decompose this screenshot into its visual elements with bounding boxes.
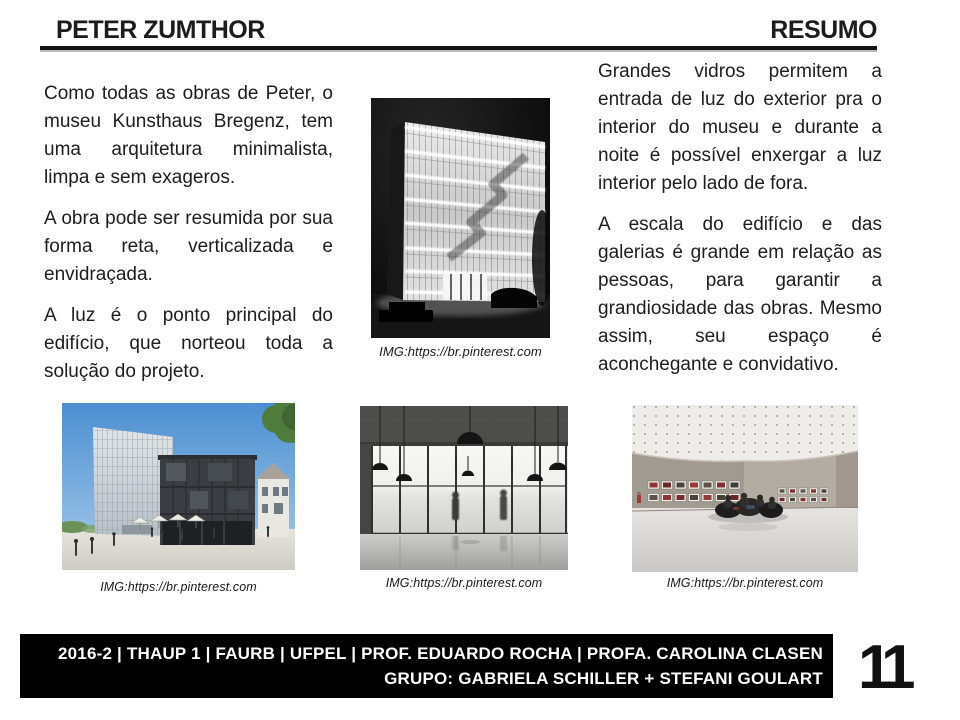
body-paragraph: Grandes vidros permitem a entrada de luz do exterior pra o interior do museu e durante a noite é possível enxergar a luz interior pelo lado de fora. bbox=[598, 61, 882, 194]
body-paragraph: Como todas as obras de Peter, o museu Kunsthaus Bregenz, tem uma arquitetura minimalista, limpa e sem exageros. bbox=[44, 83, 333, 188]
image-caption: IMG:https://br.pinterest.com bbox=[100, 580, 257, 594]
header-rule bbox=[40, 46, 877, 50]
image-caption: IMG:https://br.pinterest.com bbox=[379, 344, 542, 359]
interior-lamps-image bbox=[360, 406, 568, 570]
body-paragraph: A luz é o ponto principal do edifício, que norteou toda a solução do projeto. bbox=[44, 305, 333, 382]
page-title: PETER ZUMTHOR bbox=[56, 16, 265, 44]
right-text-column bbox=[598, 58, 882, 392]
section-title: RESUMO bbox=[770, 16, 877, 44]
night-facade-image bbox=[371, 98, 550, 338]
exterior-day-image bbox=[62, 403, 295, 570]
left-text-column bbox=[44, 80, 333, 399]
figure-interior-lamps bbox=[360, 406, 568, 590]
gallery-interior-image bbox=[632, 405, 858, 572]
body-paragraph: A obra pode ser resumida por sua forma reta, verticalizada e envidraçada. bbox=[44, 208, 333, 285]
figure-gallery-interior bbox=[632, 405, 858, 590]
figure-exterior-day bbox=[62, 403, 295, 594]
page-number: 11 bbox=[858, 633, 908, 702]
footer-bar bbox=[20, 634, 833, 698]
image-caption: IMG:https://br.pinterest.com bbox=[385, 576, 543, 590]
body-paragraph: A escala do edifício e das galerias é grande em relação as pessoas, para garantir a grandiosidade das obras. Mesmo assim, seu espaço é aconchegante e convidativo. bbox=[598, 214, 882, 375]
figure-night-facade bbox=[371, 98, 550, 359]
footer-course-info: 2016-2 | THAUP 1 | FAURB | UFPEL | PROF. EDUARDO ROCHA | PROFA. CAROLINA CLASEN bbox=[57, 644, 823, 663]
footer-group-info: GRUPO: GABRIELA SCHILLER + STEFANI GOULART bbox=[384, 669, 823, 688]
image-caption: IMG:https://br.pinterest.com bbox=[666, 576, 824, 590]
